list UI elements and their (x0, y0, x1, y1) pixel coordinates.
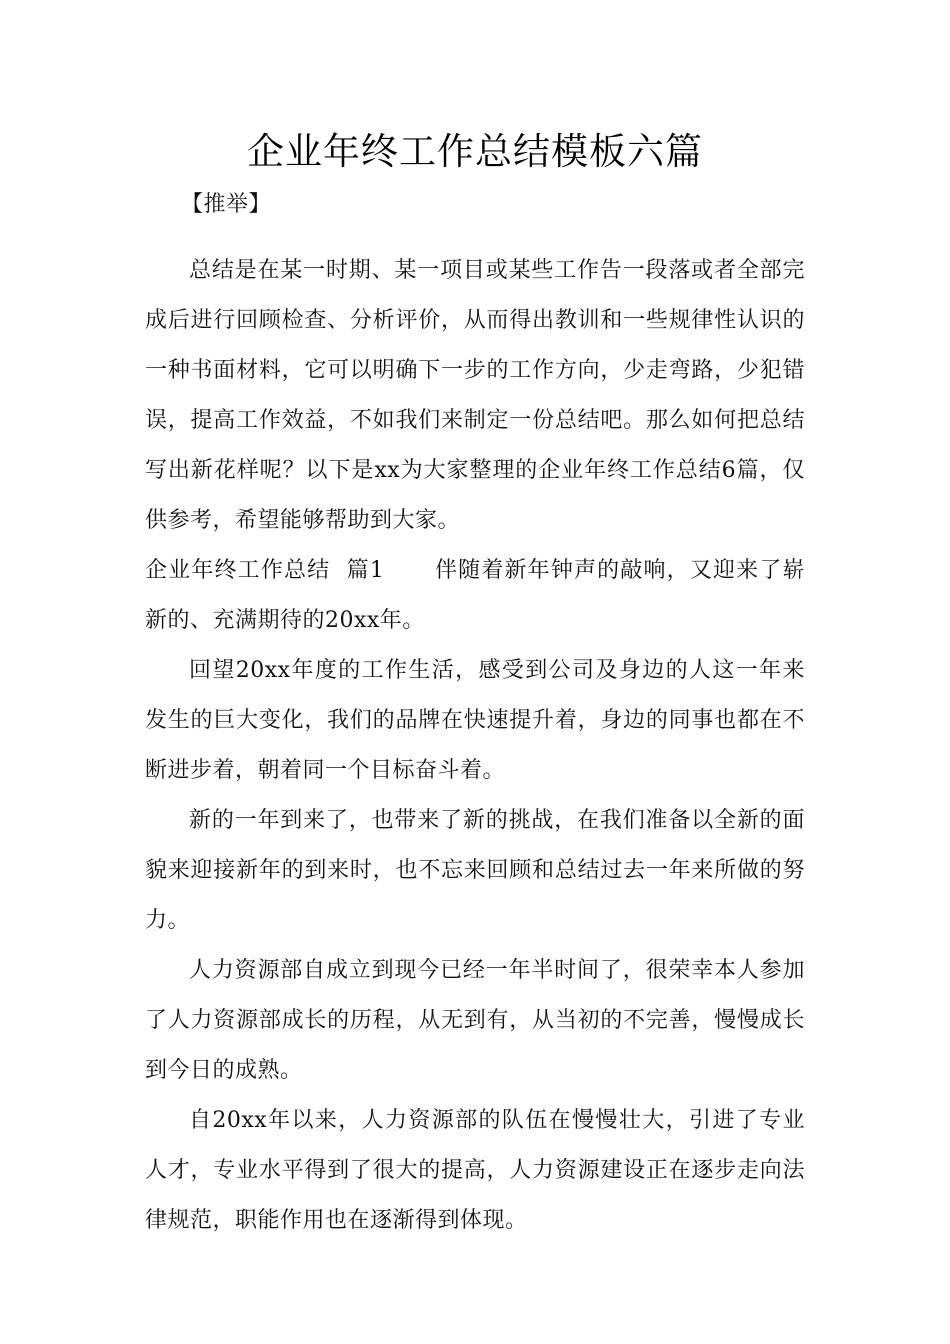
body-paragraph-4: 自20xx年以来，人力资源部的队伍在慢慢壮大，引进了专业人才，专业水平得到了很大的提高，人力资源建设正在逐步走向法律规范，职能作用也在逐渐得到体现。 (145, 1108, 805, 1233)
body-paragraph-1: 回望20xx年度的工作生活，感受到公司及身边的人这一年来发生的巨大变化，我们的品牌在快速提升着，身边的同事也都在不断进步着，朝着同一个目标奋斗着。 (145, 658, 805, 783)
section-paragraph (145, 546, 805, 646)
section-heading: 企业年终工作总结 篇1 (145, 558, 385, 583)
document-title: 企业年终工作总结模板六篇 (247, 130, 703, 173)
body-paragraph-2: 新的一年到来了，也带来了新的挑战，在我们准备以全新的面貌来迎接新年的到来时，也不忘来回顾和总结过去一年来所做的努力。 (145, 808, 805, 933)
document-body (145, 180, 805, 1246)
recommend-tag: 【推举】 (181, 192, 272, 217)
body-paragraph-3: 人力资源部自成立到现今已经一年半时间了，很荣幸本人参加了人力资源部成长的历程，从无到有，从当初的不完善，慢慢成长到今日的成熟。 (145, 958, 805, 1083)
intro-paragraph: 总结是在某一时期、某一项目或某些工作告一段落或者全部完成后进行回顾检查、分析评价，从而得出教训和一些规律性认识的一种书面材料，它可以明确下一步的工作方向，少走弯路，少犯错误，提高工作效益，不如我们来制定一份总结吧。那么如何把总结写出新花样呢？以下是xx为大家整理的企业年终工作总结6篇，仅供参考，希望能够帮助到大家。 (145, 258, 805, 533)
section-first-text: 伴随着新年钟声的敲响，又迎来了崭新的、充满期待的20xx年。 (145, 558, 805, 633)
